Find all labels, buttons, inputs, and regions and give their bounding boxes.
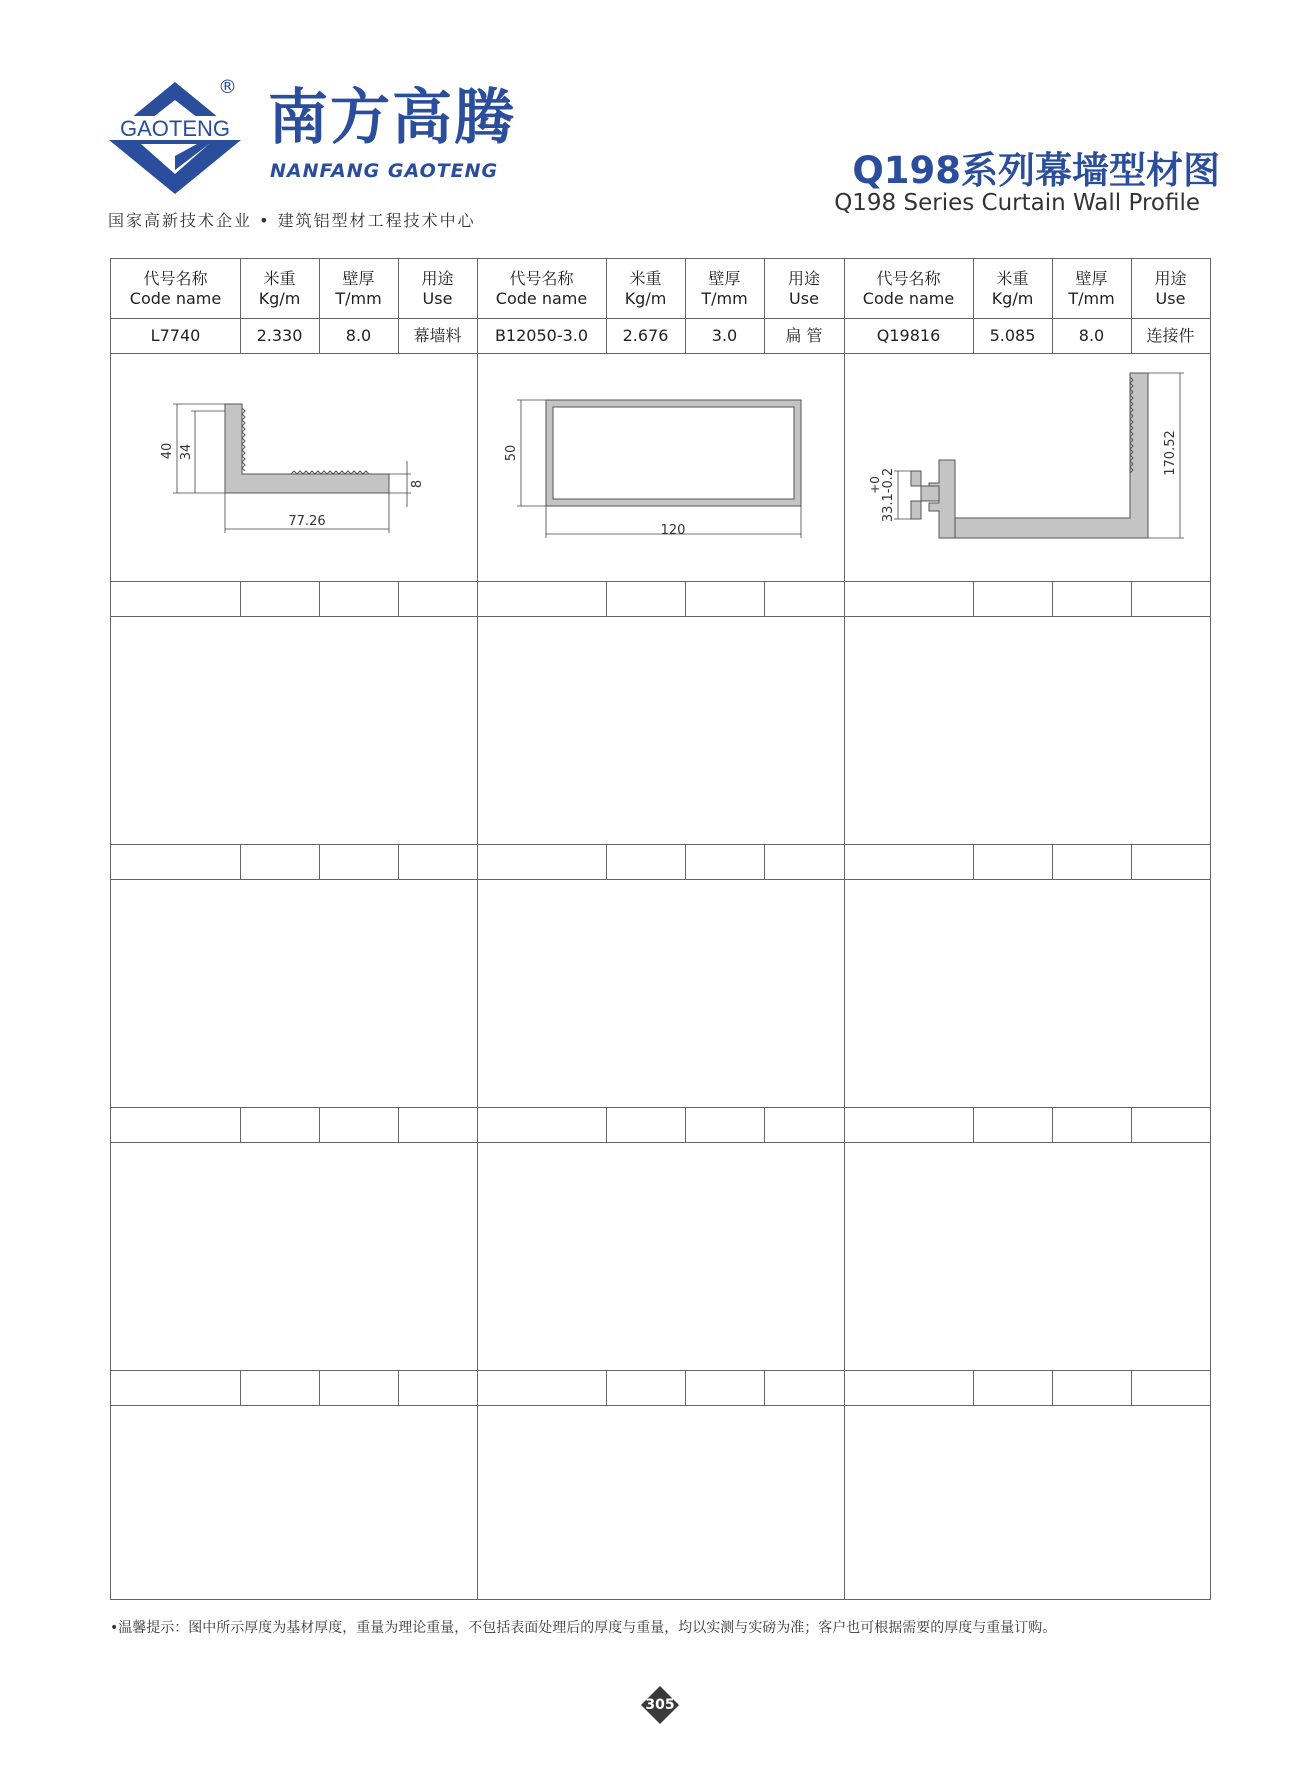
- dim-h: 50: [504, 444, 519, 462]
- row-line: [111, 1107, 1210, 1108]
- column-divider: [319, 1107, 320, 1142]
- profile-thickness: 3.0: [711, 325, 738, 345]
- column-divider: [606, 581, 607, 616]
- column-divider: [1131, 1107, 1132, 1142]
- registered-mark: ®: [218, 76, 237, 98]
- logo-mark-text: GAOTENG: [119, 116, 231, 141]
- page-number: 305: [645, 1697, 675, 1713]
- dim-w: 120: [660, 523, 686, 538]
- column-divider: [685, 844, 686, 879]
- row-line: [111, 879, 1210, 880]
- dim-h1: 40: [160, 442, 175, 460]
- dim-slot: 33.1-0.2: [881, 467, 896, 523]
- header-use: 用途 Use: [1154, 268, 1187, 308]
- header-code-name: 代号名称 Code name: [129, 268, 222, 308]
- column-divider: [240, 1107, 241, 1142]
- profile-weight: 2.676: [622, 325, 669, 345]
- column-divider: [685, 581, 686, 616]
- page-title-en: Q198 Series Curtain Wall Profile: [834, 190, 1200, 216]
- header-thickness: 壁厚 T/mm: [1068, 268, 1115, 308]
- column-divider: [1052, 844, 1053, 879]
- row-line: [111, 1405, 1210, 1406]
- column-divider: [764, 1107, 765, 1142]
- column-divider: [973, 1107, 974, 1142]
- column-divider: [319, 581, 320, 616]
- column-divider: [398, 1370, 399, 1405]
- column-divider: [685, 1107, 686, 1142]
- profile-table: [110, 258, 1211, 1600]
- column-divider: [606, 1107, 607, 1142]
- column-divider: [398, 581, 399, 616]
- brand-name-en: NANFANG GAOTENG: [270, 160, 499, 182]
- column-divider: [1052, 1370, 1053, 1405]
- dim-h: 170.52: [1163, 430, 1178, 476]
- row-line: [111, 581, 1210, 582]
- column-divider: [973, 581, 974, 616]
- column-divider: [973, 844, 974, 879]
- column-divider: [398, 844, 399, 879]
- column-divider: [240, 581, 241, 616]
- column-divider: [764, 1370, 765, 1405]
- column-divider: [1131, 1370, 1132, 1405]
- header-code-name: 代号名称 Code name: [862, 268, 955, 308]
- profile-code: Q19816: [876, 325, 941, 345]
- profile-use: 幕墙料: [413, 325, 462, 345]
- profile-weight: 5.085: [989, 325, 1036, 345]
- profile-drawing-b12050: [477, 353, 844, 581]
- row-line: [111, 1370, 1210, 1371]
- row-line: [111, 616, 1210, 617]
- column-divider: [1052, 1107, 1053, 1142]
- header-use: 用途 Use: [787, 268, 820, 308]
- row-line: [111, 1142, 1210, 1143]
- column-divider: [319, 844, 320, 879]
- profile-code: L7740: [150, 325, 201, 345]
- profile-code: B12050-3.0: [494, 325, 589, 345]
- header-use: 用途 Use: [421, 268, 454, 308]
- column-divider: [240, 1370, 241, 1405]
- column-divider: [1052, 581, 1053, 616]
- notice-text: •温馨提示：图中所示厚度为基材厚度，重量为理论重量，不包括表面处理后的厚度与重量，均以实测与实磅为准；客户也可根据需要的厚度与重量订购。: [110, 1620, 1057, 1636]
- header-thickness: 壁厚 T/mm: [701, 268, 748, 308]
- brand-name-cn: 南方高腾: [268, 83, 516, 153]
- header-weight: 米重 Kg/m: [258, 268, 301, 308]
- row-line: [111, 844, 1210, 845]
- column-divider: [606, 844, 607, 879]
- profile-drawing-q19816: [844, 353, 1210, 581]
- column-divider: [398, 1107, 399, 1142]
- header-thickness: 壁厚 T/mm: [335, 268, 382, 308]
- column-divider: [1131, 581, 1132, 616]
- dim-t: 8: [410, 479, 425, 489]
- column-divider: [764, 581, 765, 616]
- column-divider: [973, 1370, 974, 1405]
- profile-use: 扁 管: [785, 325, 823, 345]
- profile-weight: 2.330: [256, 325, 303, 345]
- profile-drawing-l7740: [111, 353, 477, 581]
- header-code-name: 代号名称 Code name: [495, 268, 588, 308]
- profile-thickness: 8.0: [345, 325, 372, 345]
- page-title-cn: Q198系列幕墙型材图: [852, 149, 1220, 192]
- column-divider: [685, 1370, 686, 1405]
- dim-w: 77.26: [288, 514, 326, 529]
- profile-thickness: 8.0: [1078, 325, 1105, 345]
- brand-tagline: 国家高新技术企业 • 建筑铝型材工程技术中心: [108, 211, 476, 230]
- column-divider: [319, 1370, 320, 1405]
- header-weight: 米重 Kg/m: [991, 268, 1034, 308]
- column-divider: [606, 1370, 607, 1405]
- column-divider: [240, 844, 241, 879]
- column-divider: [764, 844, 765, 879]
- profile-use: 连接件: [1146, 325, 1195, 345]
- header-weight: 米重 Kg/m: [624, 268, 667, 308]
- dim-tolerance: +0: [868, 476, 882, 494]
- column-divider: [1131, 844, 1132, 879]
- dim-h2: 34: [179, 443, 194, 461]
